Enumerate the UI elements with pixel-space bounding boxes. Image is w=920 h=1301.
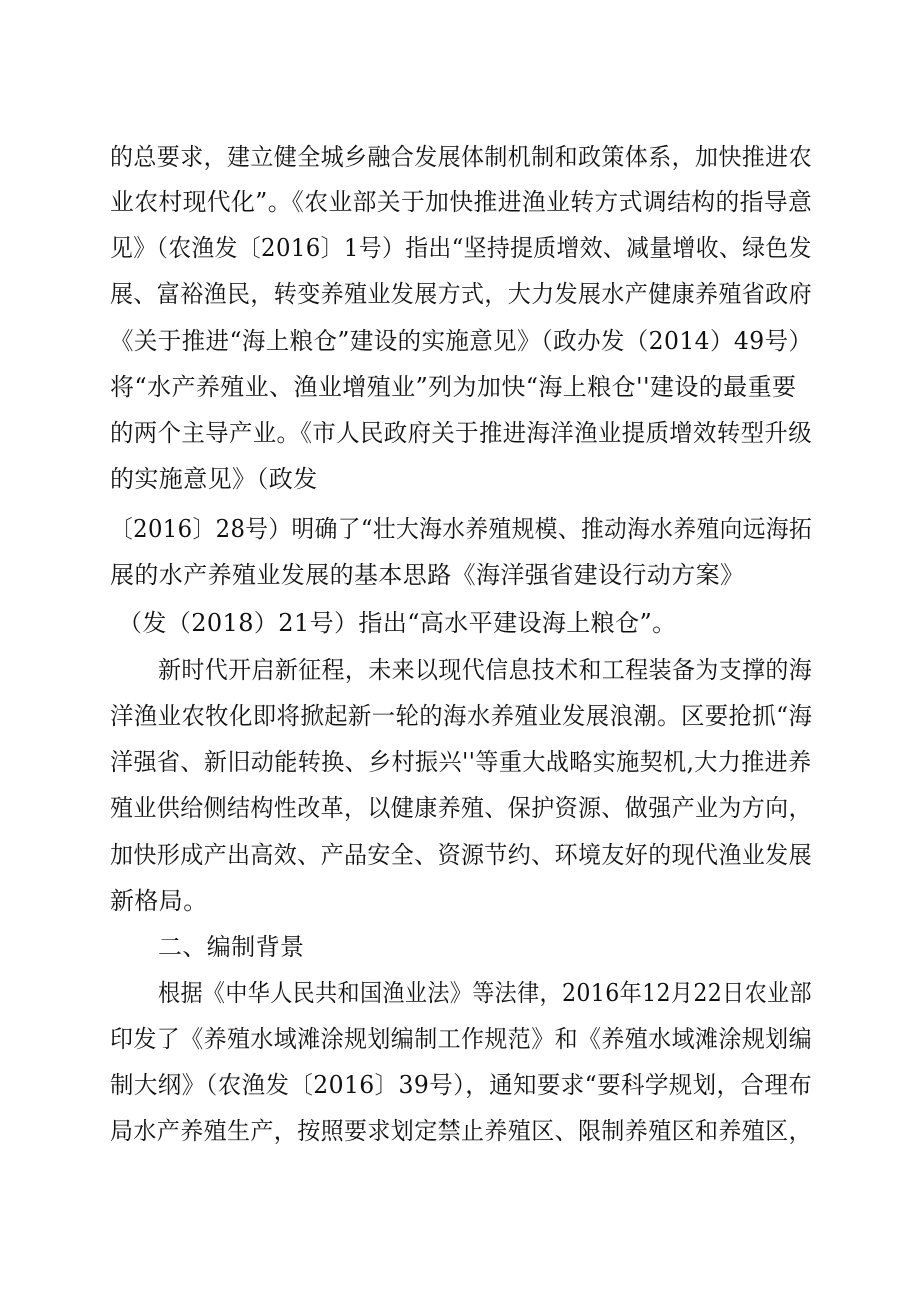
text-line: 殖业供给侧结构性改革，以健康养殖、保护资源、做强产业为方向，: [110, 794, 812, 822]
text-line: 展的水产养殖业发展的基本思路《海洋强省建设行动方案》: [110, 561, 745, 589]
paragraph-first-line: 新时代开启新征程，未来以现代信息技术和工程装备为支撑的海: [158, 656, 813, 684]
text-line: 洋强省、新旧动能转换、乡村振兴''等重大战略实施契机,大力推进养: [110, 748, 812, 776]
text-line: 加快形成产出高效、产品安全、资源节约、环境友好的现代渔业发展: [110, 841, 812, 869]
text-line: 的总要求，建立健全城乡融合发展体制机制和政策体系，加快推进农: [110, 143, 812, 171]
text-line: 《关于推进“海上粮仓”建设的实施意见》（政办发（2014）49号）: [110, 327, 813, 355]
text-line: 将“水产养殖业、渔业增殖业”列为加快“海上粮仓''建设的最重要: [110, 373, 797, 401]
text-line: 的实施意见》（政发: [110, 465, 318, 493]
text-line: 〔2016〕28号）明确了“壮大海水养殖规模、推动海水养殖向远海拓: [110, 515, 813, 543]
text-line: 印发了《养殖水域滩涂规划编制工作规范》和《养殖水域滩涂规划编: [110, 1025, 812, 1053]
text-line: 局水产养殖生产，按照要求划定禁止养殖区、限制养殖区和养殖区，: [110, 1117, 812, 1145]
text-line: 见》（农渔发〔2016〕1号）指出“坚持提质增效、减量增收、绿色发: [110, 234, 812, 262]
text-line: 制大纲》（农渔发〔2016〕39号），通知要求“要科学规划，合理布: [110, 1071, 813, 1099]
paragraph-first-line: 根据《中华人民共和国渔业法》等法律，2016年12月22日农业部: [158, 979, 812, 1007]
text-line: 新格局。: [110, 887, 208, 915]
text-line: 业农村现代化”。《农业部关于加快推进渔业转方式调结构的指导意: [110, 188, 813, 216]
section-heading: 二、编制背景: [158, 933, 305, 961]
text-line: （发（2018）21号）指出“高水平建设海上粮仓”。: [118, 609, 677, 637]
text-line: 展、富裕渔民，转变养殖业发展方式，大力发展水产健康养殖省政府: [110, 280, 812, 308]
text-line: 洋渔业农牧化即将掀起新一轮的海水养殖业发展浪潮。区要抢抓“海: [110, 702, 813, 730]
text-line: 的两个主导产业。《市人民政府关于推进海洋渔业提质增效转型升级: [110, 419, 812, 447]
